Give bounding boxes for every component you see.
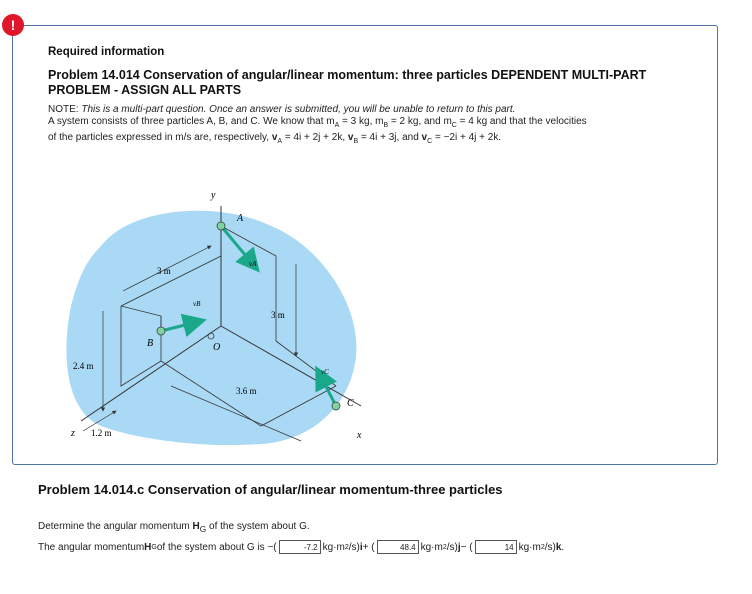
y-label: y: [211, 190, 216, 201]
dim-2-4m-label: 2.4 m: [73, 361, 94, 371]
mass-c-value: = 4 kg and that the velocities: [456, 116, 587, 127]
unit-i: kg·m: [322, 541, 345, 553]
problem-note: [48, 104, 718, 148]
plus-sign: + (: [362, 541, 375, 553]
velocity-c-value: = −2i + 4j + 2k.: [432, 132, 502, 143]
vb-label: vB: [193, 300, 201, 308]
unit-i-tail: /s): [348, 541, 360, 553]
mass-c-subscript: C: [451, 122, 457, 129]
velocity-c-subscript: C: [427, 138, 433, 145]
velocity-b-subscript: B: [353, 138, 359, 145]
i-unit-vector: i: [359, 541, 363, 553]
particle-a: [217, 222, 225, 230]
background-blob: [66, 211, 356, 445]
answer-h-subscript: G: [151, 543, 157, 551]
question-h-subscript: G: [199, 524, 207, 534]
unit-j: kg·m: [420, 541, 443, 553]
part-title: Problem 14.014.c Conservation of angular/linear momentum-three particles: [38, 482, 503, 497]
note-label: NOTE:: [48, 104, 79, 115]
b-label: B: [147, 338, 154, 349]
dim-3m-top-label: 3 m: [157, 266, 171, 276]
dim-3m-right-label: 3 m: [271, 310, 285, 320]
question-pre: Determine the angular momentum: [38, 521, 193, 532]
velocity-a-symbol: v: [271, 132, 278, 143]
problem-statement-line-2: [48, 132, 718, 148]
problem-title: Problem 14.014 Conservation of angular/linear momentum: three particles DEPENDENT MULTI-PART PROBLEM - ASSIGN ALL PARTS: [48, 68, 647, 97]
velocity-b-symbol: v: [347, 132, 354, 143]
dim-1-2m-label: 1.2 m: [91, 428, 112, 438]
particle-c: [332, 402, 340, 410]
k-unit-vector: k: [555, 541, 562, 553]
answer-h-symbol: H: [144, 541, 152, 553]
particle-b: [157, 327, 165, 335]
unit-k-tail: /s): [544, 541, 556, 553]
a-label: A: [237, 213, 244, 224]
minus-sign: − (: [460, 541, 473, 553]
z-label: z: [71, 428, 75, 439]
unit-j-exp: 2: [442, 543, 447, 551]
statement-text: A system consists of three particles A, B, and C. We know that m: [48, 116, 335, 127]
exclamation-icon: !: [2, 14, 24, 36]
unit-k-exp: 2: [540, 543, 545, 551]
vc-label: vC: [321, 368, 329, 376]
answer-j-input[interactable]: [377, 540, 419, 554]
mass-a-value: = 3 kg, m: [339, 116, 384, 127]
mass-b-value: = 2 kg, and m: [388, 116, 452, 127]
mass-b-subscript: B: [383, 122, 389, 129]
question-text: [38, 521, 310, 534]
x-label: x: [357, 430, 362, 441]
question-post: of the system about G.: [206, 521, 310, 532]
particle-system-figure: [61, 186, 381, 451]
unit-j-tail: /s): [446, 541, 458, 553]
problem-statement-line-1: [48, 116, 718, 132]
velocity-a-value: = 4i + 2j + 2k,: [282, 132, 348, 143]
velocity-c-symbol: v: [421, 132, 428, 143]
answer-pre: The angular momentum: [38, 541, 145, 553]
end-period: .: [561, 541, 565, 553]
velocity-a-subscript: A: [277, 138, 283, 145]
va-label: vA: [249, 260, 257, 268]
required-information-label: Required information: [48, 46, 165, 58]
answer-k-input[interactable]: [475, 540, 517, 554]
answer-line: [38, 540, 564, 554]
statement-text-2: of the particles expressed in m/s are, respectively,: [48, 132, 272, 143]
answer-mid: of the system about G is −(: [156, 541, 277, 553]
unit-i-exp: 2: [344, 543, 349, 551]
required-information-panel: [12, 25, 718, 465]
question-h-symbol: H: [192, 521, 200, 532]
c-label: C: [347, 398, 354, 409]
velocity-b-value: = 4i + 3j, and: [358, 132, 422, 143]
dim-3-6m-label: 3.6 m: [236, 386, 257, 396]
o-label: O: [213, 342, 221, 353]
note-text: This is a multi-part question. Once an answer is submitted, you will be unable to return to this part.: [81, 104, 516, 115]
j-unit-vector: j: [457, 541, 461, 553]
unit-k: kg·m: [518, 541, 541, 553]
answer-i-input[interactable]: [279, 540, 321, 554]
mass-a-subscript: A: [334, 122, 340, 129]
